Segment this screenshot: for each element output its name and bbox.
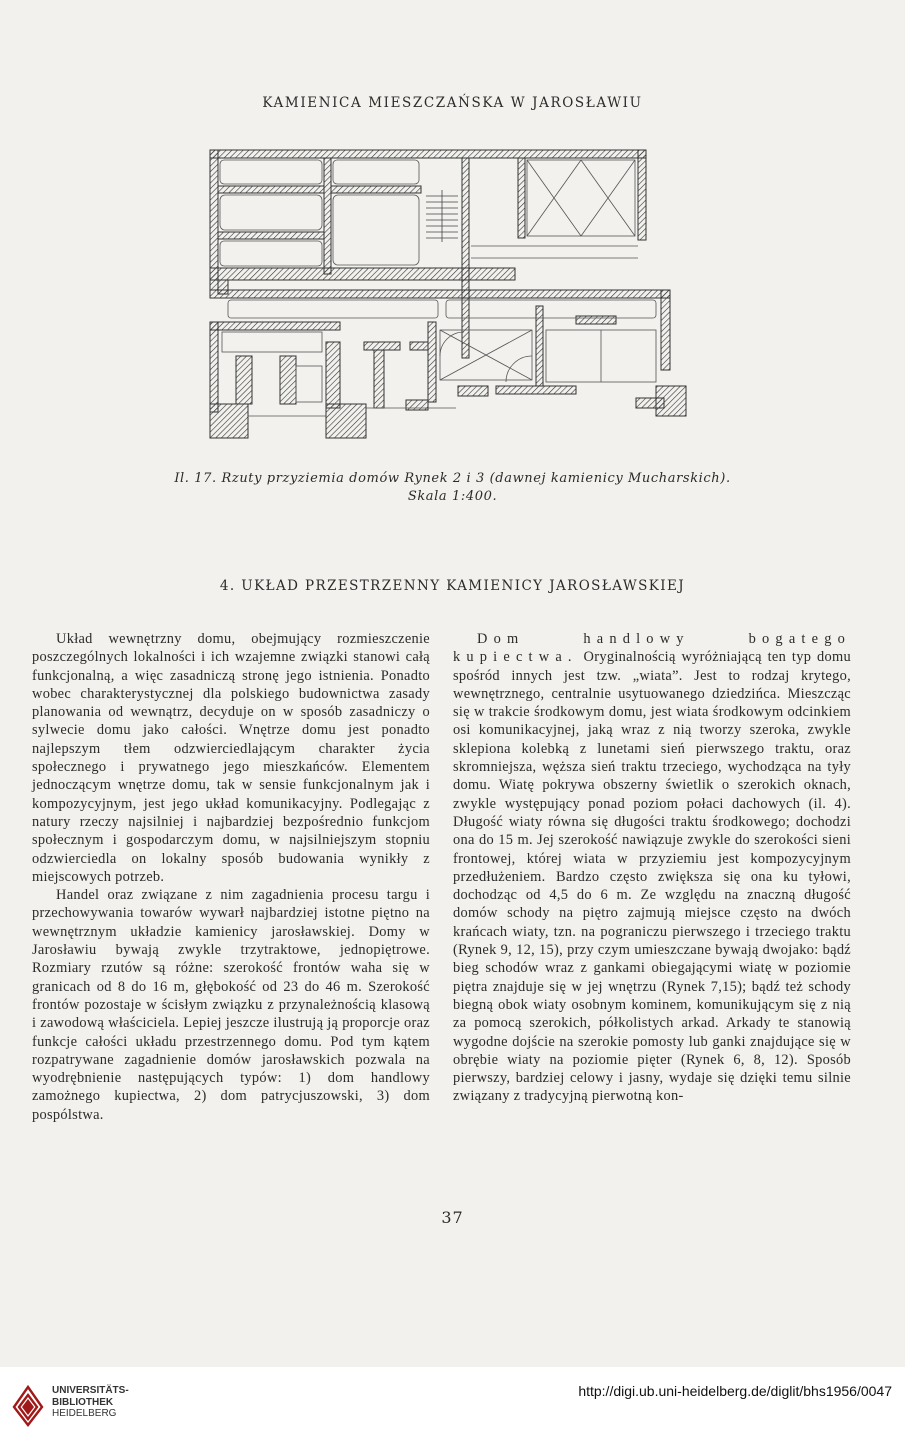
- permalink-url[interactable]: http://digi.ub.uni-heidelberg.de/diglit/bhs1956/0047: [578, 1383, 892, 1399]
- library-logo-icon: [10, 1377, 46, 1427]
- figure-caption-line-1: Il. 17. Rzuty przyziemia domów Rynek 2 i 3 (dawnej kamienicy Mucharskich).: [174, 471, 731, 486]
- paragraph-body: Oryginalnością wyróżniającą ten typ domu spośród innych jest tzw. „wiata”. Jest to rodzaj krytego, wewnętrznego, centralnie usytuowanego dziedzińca. Mieszcząc się w trakcie środkowym domu, jest wiata środkowym odcinkiem osi komunikacyjnej, jaką wraz z nią tworzy szeroka, zwykle sklepiona kolebką z lunetami sień pierwszego traktu, oraz skromniejsza, węższa sień traktu trzeciego, wychodząca na tyły domu. Wiatę pokrywa obszerny świetlik o szerokich oknach, zwykle występujący ponad poziom połaci dachowych (il. 4). Długość wiaty równa się długości traktu środkowego; dochodzi ona do 15 m. Jej szerokość nawiązuje zwykle do szerokości sieni frontowej, której wiata w przyziemiu jest kompozycyjnym przedłużeniem. Bardzo często zwiększa się ona ku tyłowi, dochodząc od 4,5 do 6 m. Ze względu na znaczną długość domów schody na piętro zajmują miejsce często na dwóch krańcach wiaty, tzn. na pograniczu pierwszego i trzeciego traktu (Rynek 9, 12, 15), przy czym umieszczane bywają dwojako: bądź bieg schodów wraz z gankami obiegającymi wiatę w poziomie piętra znajduje się w jej wnętrzu (Rynek 7,15); bądź też schody biegną obok wiaty osobnym kominem, komunikującym się z nią za pomocą szerokich, półkolistych arkad. Arkady te stanowią wygodne dojście na szerokie pomosty lub ganki znajdujące się w obrębie wiaty na poziomie pięter (Rynek 6, 8, 12). Sposób pierwszy, bardziej celowy i jasny, wydaje się dzięki temu silnie związany z tradycyjną pierwotną kon-: [453, 649, 851, 1105]
- library-name-line: HEIDELBERG: [52, 1408, 117, 1419]
- right-column: [453, 630, 851, 1106]
- paragraph: Handel oraz związane z nim zagadnienia procesu targu i przechowywania towarów wywarł najbardziej istotne piętno na wewnętrznym układzie kamienicy jarosławskiej. Domy w Jarosławiu bywają zwykle trzytraktowe, jednopiętrowe. Rozmiary rzutów są różne: szerokość frontów waha się w granicach od 8 do 16 m, głębokość od 23 do 46 m. Szerokość frontów pozostaje w ścisłym związku z przynależnością klasową i zawodową właściciela. Lepiej jeszcze ilustrują ją proporcje oraz funkcje całości układu przestrzennego domu. Pod tym kątem rozpatrywane zagadnienie domów jarosławskich pozwala na wyodrębnienie następujących typów: 1) dom handlowy zamożnego kupiectwa, 2) dom patrycjuszowski, 3) dom pospólstwa.: [32, 887, 430, 1123]
- left-column: [32, 630, 430, 1124]
- running-head: KAMIENICA MIESZCZAŃSKA W JAROSŁAWIU: [262, 95, 643, 111]
- floor-plan-drawing: [196, 146, 691, 442]
- figure-caption-line-2: Skala 1:400.: [407, 489, 498, 504]
- library-name-line: BIBLIOTHEK: [52, 1396, 114, 1408]
- paragraph: [453, 630, 851, 1106]
- section-title: 4. UKŁAD PRZESTRZENNY KAMIENICY JAROSŁAWSKIEJ: [219, 578, 686, 594]
- page-number: 37: [441, 1208, 464, 1227]
- library-name-line: UNIVERSITÄTS-: [52, 1385, 129, 1396]
- figure-caption: [80, 470, 825, 506]
- paragraph: Układ wewnętrzny domu, obejmujący rozmieszczenie poszczególnych lokalności i ich wzajemne związki stanowi całą funkcjonalną, a więc zasadniczą stronę jego istnienia. Ponadto wobec charakterystycznej dla polskiego budownictwa zasady planowania od wewnątrz, decyduje on w sposób zasadniczy o sylwecie domu jako całości. Wnętrze domu jest ponadto najlepszym tłem odzwierciedlającym charakter życia społecznego i prywatnego jego mieszkańców. Elementem jednoczącym wnętrze domu, tak w sensie funkcjonalnym jak i kompozycyjnym, jest jego układ komunikacyjny. Podlegając z natury rzeczy najsilniej i najbardziej bezpośrednio funkcjom społecznym i gospodarczym domu, w najsilniejszym stopniu odzwierciedla on lokalny sposób budowania wynikły z miejscowych potrzeb.: [32, 631, 430, 885]
- spaced-lead-phrase: Dom handlowy bogatego kupiectwa.: [453, 631, 851, 666]
- library-name: [52, 1385, 129, 1420]
- footer-bar: [0, 1367, 905, 1436]
